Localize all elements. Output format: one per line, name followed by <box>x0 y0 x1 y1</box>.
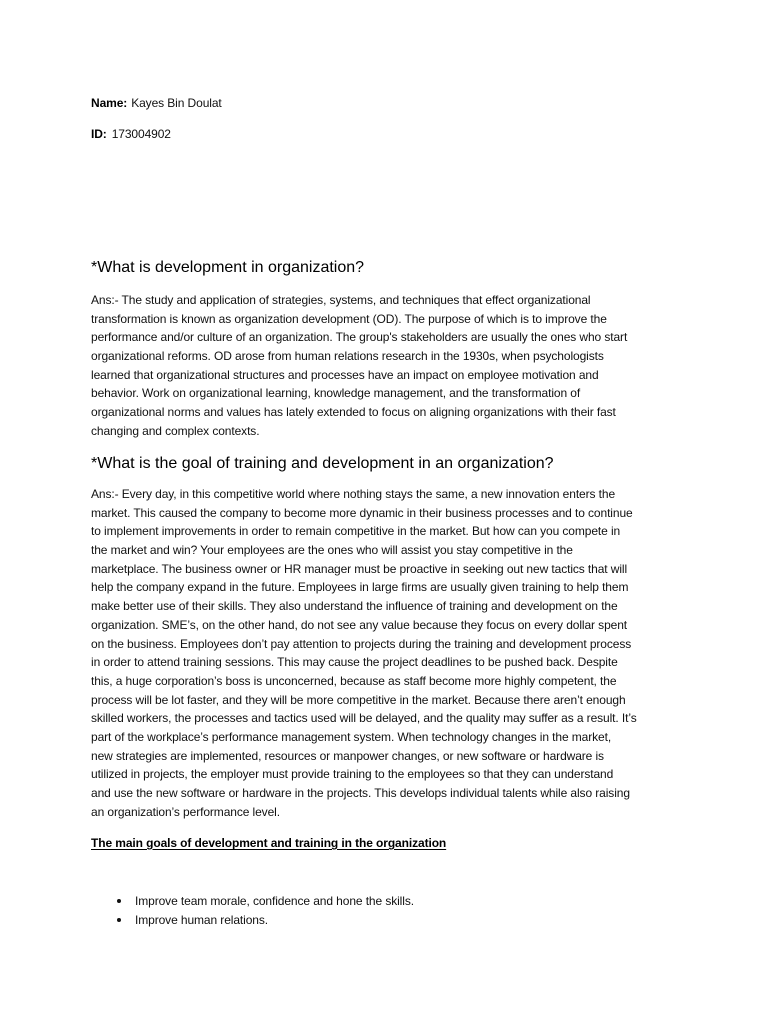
id-value: 173004902 <box>111 127 171 141</box>
paragraph-line: transformation is known as organization development (OD). The purpose of which is to improve the <box>91 311 607 326</box>
paragraph-line: on the business. Employees don’t pay attention to projects during the training and development process <box>91 636 632 651</box>
id-label: ID: <box>91 127 107 141</box>
section-heading-development: *What is development in organization? <box>91 259 365 276</box>
paragraph-line: this, a huge corporation’s boss is unconcerned, because as staff become more highly competent, the <box>91 673 617 688</box>
list-item-text: Improve team morale, confidence and hone the skills. <box>135 894 414 908</box>
paragraph-line: changing and complex contexts. <box>91 423 260 438</box>
paragraph-line: utilized in projects, the employer must provide training to the employees so that they can understand <box>91 767 614 782</box>
name-value: Kayes Bin Doulat <box>131 96 222 110</box>
paragraph-line: process will be lot faster, and they will be more competitive in the market. Because there aren’t enough <box>91 692 626 707</box>
list-item-text: Improve human relations. <box>135 912 268 927</box>
paragraph-line: performance and/or culture of an organization. The group's stakeholders are usually the ones who start <box>91 330 628 345</box>
name-label: Name: <box>91 96 128 110</box>
paragraph-line: learned that organizational structures and processes have an impact on employee motivation and <box>91 367 599 382</box>
bullet-icon <box>117 918 121 922</box>
list-item <box>91 911 691 930</box>
paragraph-line: organizational reforms. OD arose from human relations research in the 1930s, when psychologists <box>91 349 604 364</box>
paragraph-line: market. This caused the company to become more dynamic in their business processes and to continue <box>91 505 633 520</box>
paragraph-line: part of the workplace’s performance management system. When technology changes in the market, <box>91 729 612 744</box>
paragraph-line: an organization’s performance level. <box>91 804 280 819</box>
paragraph-line: skilled workers, the processes and tactics used will be delayed, and the quality may suffer as a result. It’s <box>91 711 637 726</box>
paragraph-line: to implement improvements in order to remain competitive in the market. But how can you compete in <box>91 524 621 539</box>
section-paragraph-training-goal <box>91 485 637 821</box>
paragraph-line: marketplace. The business owner or HR manager must be proactive in seeking out new tactics that will <box>91 561 628 576</box>
paragraph-line: make better use of their skills. They also understand the influence of training and development on the <box>91 599 618 614</box>
section-heading-training-goal: *What is the goal of training and development in an organization? <box>91 455 554 472</box>
paragraph-line: and use the new software or hardware in the projects. This develops individual talents while also raising <box>91 786 630 800</box>
goals-list <box>91 892 691 929</box>
paragraph-line: organizational norms and values has lately extended to focus on aligning organizations with their fast <box>91 405 616 420</box>
paragraph-line: in order to attend training sessions. This may cause the project deadlines to be pushed back. Despite <box>91 655 618 670</box>
paragraph-line: new strategies are implemented, resources or manpower changes, or new software or hardware is <box>91 748 604 763</box>
bullet-icon <box>117 899 121 903</box>
section-paragraph-development <box>91 291 627 441</box>
paragraph-line: organization. SME’s, on the other hand, do not see any value because they focus on every dollar spent <box>91 617 628 632</box>
paragraph-line: the market and win? Your employees are the ones who will assist you stay competitive in the <box>91 543 573 558</box>
paragraph-line: Ans:- The study and application of strategies, systems, and techniques that effect organizational <box>91 293 591 307</box>
goals-subheading: The main goals of development and training in the organization <box>91 836 447 850</box>
paragraph-line: behavior. Work on organizational learning, knowledge management, and the transformation of <box>91 386 581 401</box>
name-line <box>91 94 222 113</box>
paragraph-line: help the company expand in the future. Employees in large firms are usually given training to help them <box>91 580 629 595</box>
paragraph-line: Ans:- Every day, in this competitive world where nothing stays the same, a new innovation enters the <box>91 487 616 501</box>
id-line <box>91 125 171 144</box>
list-item <box>91 892 691 911</box>
